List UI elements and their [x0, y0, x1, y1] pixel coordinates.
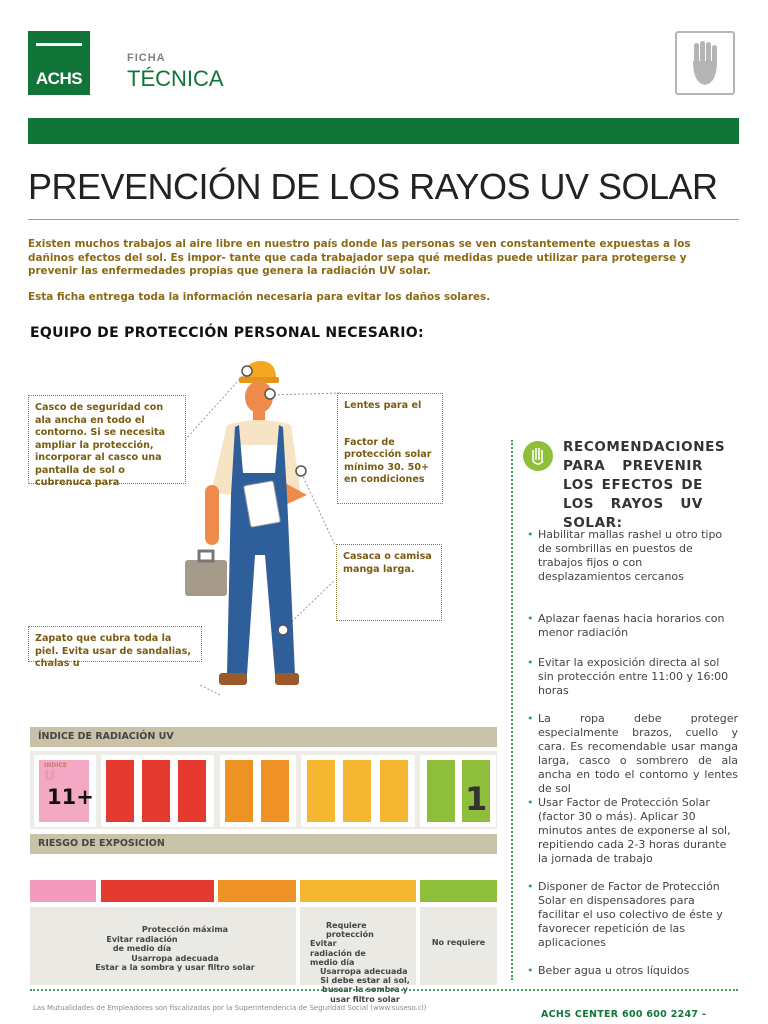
uv-max-value: 11+: [47, 785, 94, 809]
risk-high-line: Usarropa adecuada: [131, 953, 219, 963]
page-title: PREVENCIÓN DE LOS RAYOS UV SOLAR: [28, 166, 718, 207]
equipment-title: EQUIPO DE PROTECCIÓN PERSONAL NECESARIO:: [30, 325, 424, 341]
risk-high-text: [90, 925, 260, 973]
worker-illustration: [175, 355, 345, 715]
risk-mid-line: Si debe estar al sol, buscar la sombra y usar filtro solar: [320, 976, 410, 1004]
uv-swatch-red: [142, 760, 170, 822]
uv-swatch-orange: [261, 760, 289, 822]
callout-lentes-text: Lentes para el: [344, 400, 422, 411]
header-bar: [28, 118, 739, 144]
uv-swatch-yellow: [343, 760, 371, 822]
risk-bar-green: [420, 880, 497, 902]
risk-mid-line: Evitar radiación de medio día: [310, 939, 366, 967]
callout-casco: Casco de seguridad con ala ancha en todo el contorno. Si se necesita ampliar la protección, incorporar al casco una pantalla de sol o cubrenuca para: [28, 395, 186, 484]
risk-bar-yellow: [300, 880, 416, 902]
risk-mid-line: Usarropa adecuada: [320, 967, 408, 977]
risk-mid-text: [310, 921, 414, 1004]
recommendations-border-vertical: [511, 440, 513, 980]
logo-text: ACHS: [35, 69, 83, 88]
hand-stop-icon: [523, 441, 553, 471]
footer-contact: ACHS CENTER 600 600 2247 -: [541, 1009, 707, 1020]
uv-swatch-green: [427, 760, 455, 822]
tecnica-label: TÉCNICA: [127, 66, 224, 91]
recommendation-item: • Habilitar mallas rashel u otro tipo de sombrillas en puestos de trabajos fijos o con desplazamientos cercanos: [538, 528, 738, 584]
risk-high-line: Estar a la sombra y usar filtro solar: [95, 963, 255, 972]
risk-bar-orange: [218, 880, 296, 902]
uv-index-header: ÍNDICE DE RADIACIÓN UV: [30, 727, 497, 747]
uv-swatch-yellow: [380, 760, 408, 822]
uv-swatch-red: [106, 760, 134, 822]
risk-high-line: Evitar radiación de medio día: [106, 934, 178, 953]
recommendation-item: • Aplazar faenas hacia horarios con menor radiación: [538, 612, 738, 640]
risk-high-line: Protección máxima: [141, 925, 229, 934]
recommendations-border-horizontal: [30, 989, 738, 991]
recommendation-item: • Disponer de Factor de Protección Solar en dispensadores para facilitar el uso colectivo de éste y favorecer repetición de las aplicaciones: [538, 880, 738, 950]
ficha-label: FICHA: [127, 52, 166, 64]
uv-swatch-yellow: [307, 760, 335, 822]
risk-header: RIESGO DE EXPOSICION: [30, 834, 497, 854]
uv-min-value: 1: [465, 780, 488, 818]
callout-lentes: [337, 393, 443, 504]
uv-swatch-red: [178, 760, 206, 822]
recommendation-item: • Evitar la exposición directa al sol sin protección entre 11:00 y 16:00 horas: [538, 656, 738, 698]
intro-paragraph-1: Existen muchos trabajos al aire libre en nuestro país donde las personas se ven constantemente expuestas a los dañinos efectos del sol. Es impor- tante que cada trabajador sepa qué medidas puede utilizar para protegerse y prevenir las enfermedades propias que genera la radiación UV solar.: [28, 238, 691, 277]
recommendation-item: • La ropa debe proteger especialmente brazos, cuello y cara. Es recomendable usar manga larga, casco o sombrero de ala ancha en todo el contorno y lentes de sol: [538, 712, 738, 796]
uv-u-label: U: [44, 768, 56, 784]
hand-icon: [675, 31, 735, 95]
risk-bar-red: [101, 880, 214, 902]
risk-mid-line: Requiere protección: [326, 921, 374, 940]
recommendations-title: RECOMENDACIONES PARA PREVENIR LOS EFECTOS DE LOS RAYOS UV SOLAR:: [563, 439, 726, 531]
recommendation-item: • Usar Factor de Protección Solar (factor 30 o más). Aplicar 30 minutos antes de exponerse al sol, repitiendo cada 2-3 horas durante la jornada de trabajo: [538, 796, 738, 866]
callout-zapato: Zapato que cubra toda la piel. Evita usar de sandalias, chalas u: [28, 626, 202, 662]
uv-indice-label: INDICE: [44, 762, 67, 769]
callout-factor-text: Factor de protección solar mínimo 30. 50+ en condiciones: [344, 436, 432, 485]
risk-bar-pink: [30, 880, 96, 902]
achs-logo: [28, 31, 90, 95]
uv-swatch-orange: [225, 760, 253, 822]
callout-casaca: Casaca o camisa manga larga.: [336, 544, 442, 621]
risk-low-text: No requiere: [431, 938, 486, 947]
intro-paragraph-2: Esta ficha entrega toda la información necesaria para evitar los daños solares.: [28, 291, 491, 303]
footer-disclaimer: Las Mutualidades de Empleadores son fiscalizadas por la Superintendencia de Seguridad Social (www.suseso.cl): [33, 1004, 427, 1012]
recommendation-item: • Beber agua u otros líquidos: [538, 964, 738, 978]
title-divider: [28, 219, 739, 220]
